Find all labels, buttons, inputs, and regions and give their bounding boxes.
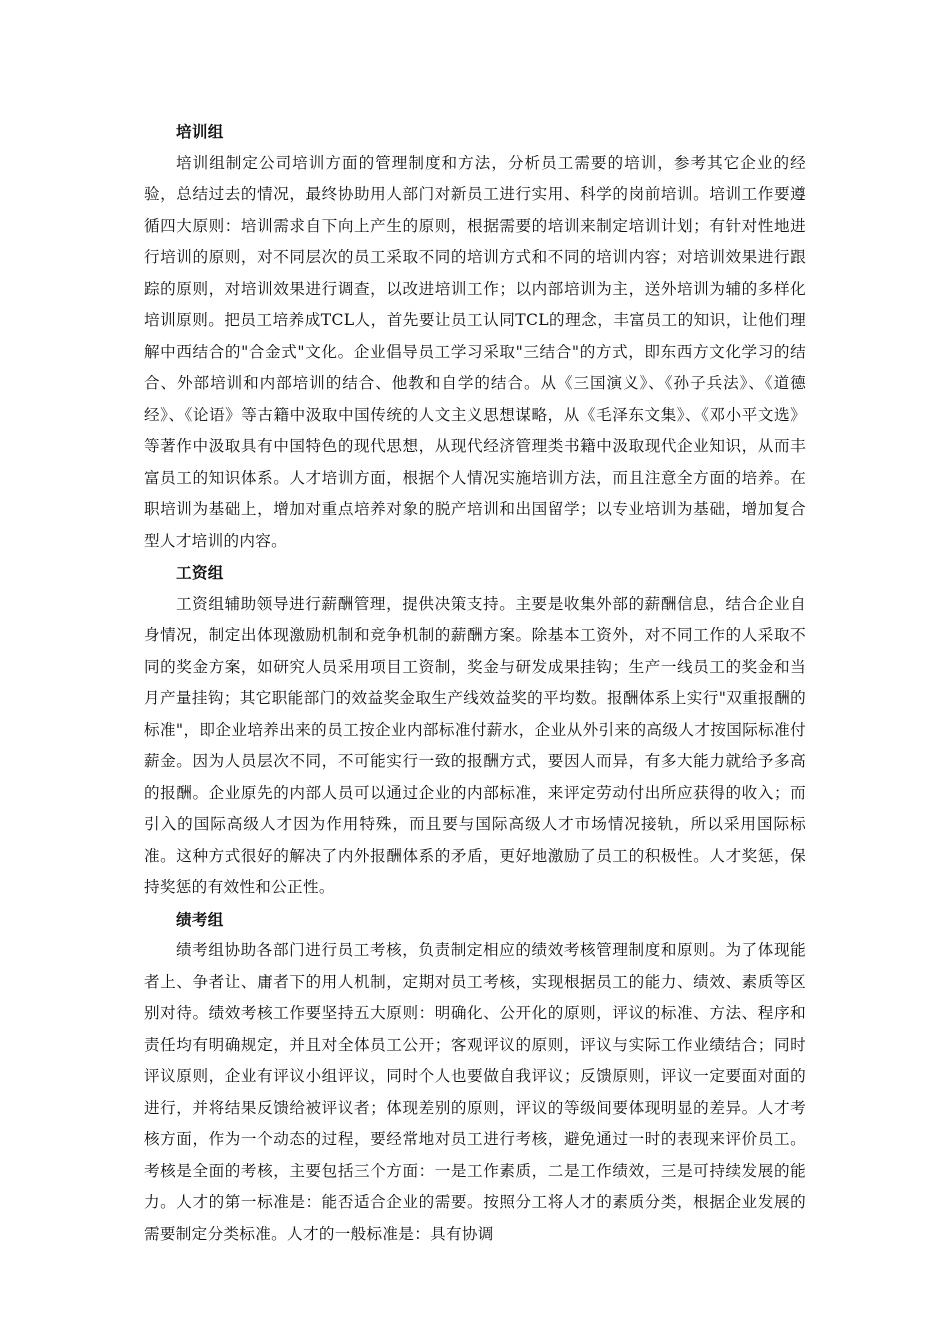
section-title-training: 培训组 [176,122,224,141]
section-salary [144,557,806,904]
section-body-training: 培训组制定公司培训方面的管理制度和方法，分析员工需要的培训，参考其它企业的经验，总结过去的情况，最终协助用人部门对新员工进行实用、科学的岗前培训。培训工作要遵循四大原则：培训需求自下向上产生的原则，根据需要的培训来制定培训计划；有针对性地进行培训的原则，对不同层次的员工采取不同的培训方式和不同的培训内容；对培训效果进行跟踪的原则，对培训效果进行调查，以改进培训工作；以内部培训为主，送外培训为辅的多样化培训原则。把员工培养成TCL人，首先要让员工认同TCL的理念，丰富员工的知识，让他们理解中西结合的"合金式"文化。企业倡导员工学习采取"三结合"的方式，即东西方文化学习的结合、外部培训和内部培训的结合、他教和自学的结合。从《三国演义》、《孙子兵法》、《道德经》、《论语》等古籍中汲取中国传统的人文主义思想谋略，从《毛泽东文集》、《邓小平文选》等著作中汲取具有中国特色的现代思想，从现代经济管理类书籍中汲取现代企业知识，从而丰富员工的知识体系。人才培训方面，根据个人情况实施培训方法，而且注意全方面的培养。在职培训为基础上，增加对重点培养对象的脱产培训和出国留学；以专业培训为基础，增加复合型人才培训的内容。 [144,153,806,550]
section-body-salary: 工资组辅助领导进行薪酬管理，提供决策支持。主要是收集外部的薪酬信息，结合企业自身情况，制定出体现激励机制和竞争机制的薪酬方案。除基本工资外，对不同工作的人采取不同的奖金方案，如研究人员采用项目工资制，奖金与研发成果挂钩；生产一线员工的奖金和当月产量挂钩；其它职能部门的效益奖金取生产线效益奖的平均数。报酬体系上实行"双重报酬的标准"，即企业培养出来的员工按企业内部标准付薪水，企业从外引来的高级人才按国际标准付薪金。因为人员层次不同，不可能实行一致的报酬方式，要因人而异，有多大能力就给予多高的报酬。企业原先的内部人员可以通过企业的内部标准，来评定劳动付出所应获得的收入；而引入的国际高级人才因为作用特殊，而且要与国际高级人才市场情况接轨，所以采用国际标准。这种方式很好的解决了内外报酬体系的矛盾，更好地激励了员工的积极性。人才奖惩，保持奖惩的有效性和公正性。 [144,594,806,896]
document-page [144,116,806,1250]
section-body-performance: 绩考组协助各部门进行员工考核，负责制定相应的绩效考核管理制度和原则。为了体现能者上、争者让、庸者下的用人机制，定期对员工考核，实现根据员工的能力、绩效、素质等区别对待。绩效考核工作要坚持五大原则：明确化、公开化的原则，评议的标准、方法、程序和责任均有明确规定，并且对全体员工公开；客观评议的原则，评议与实际工作业绩结合；同时评议原则，企业有评议小组评议，同时个人也要做自我评议；反馈原则，评议一定要面对面的进行，并将结果反馈给被评议者；体现差别的原则，评议的等级间要体现明显的差异。人才考核方面，作为一个动态的过程，要经常地对员工进行考核，避免通过一时的表现来评价员工。考核是全面的考核，主要包括三个方面：一是工作素质，二是工作绩效，三是可持续发展的能力。人才的第一标准是：能否适合企业的需要。按照分工将人才的素质分类，根据企业发展的需要制定分类标准。人才的一般标准是：具有协调 [144,941,806,1243]
section-title-performance: 绩考组 [176,909,224,929]
section-training [144,116,806,557]
section-performance [144,904,806,1251]
section-title-salary: 工资组 [176,563,224,582]
